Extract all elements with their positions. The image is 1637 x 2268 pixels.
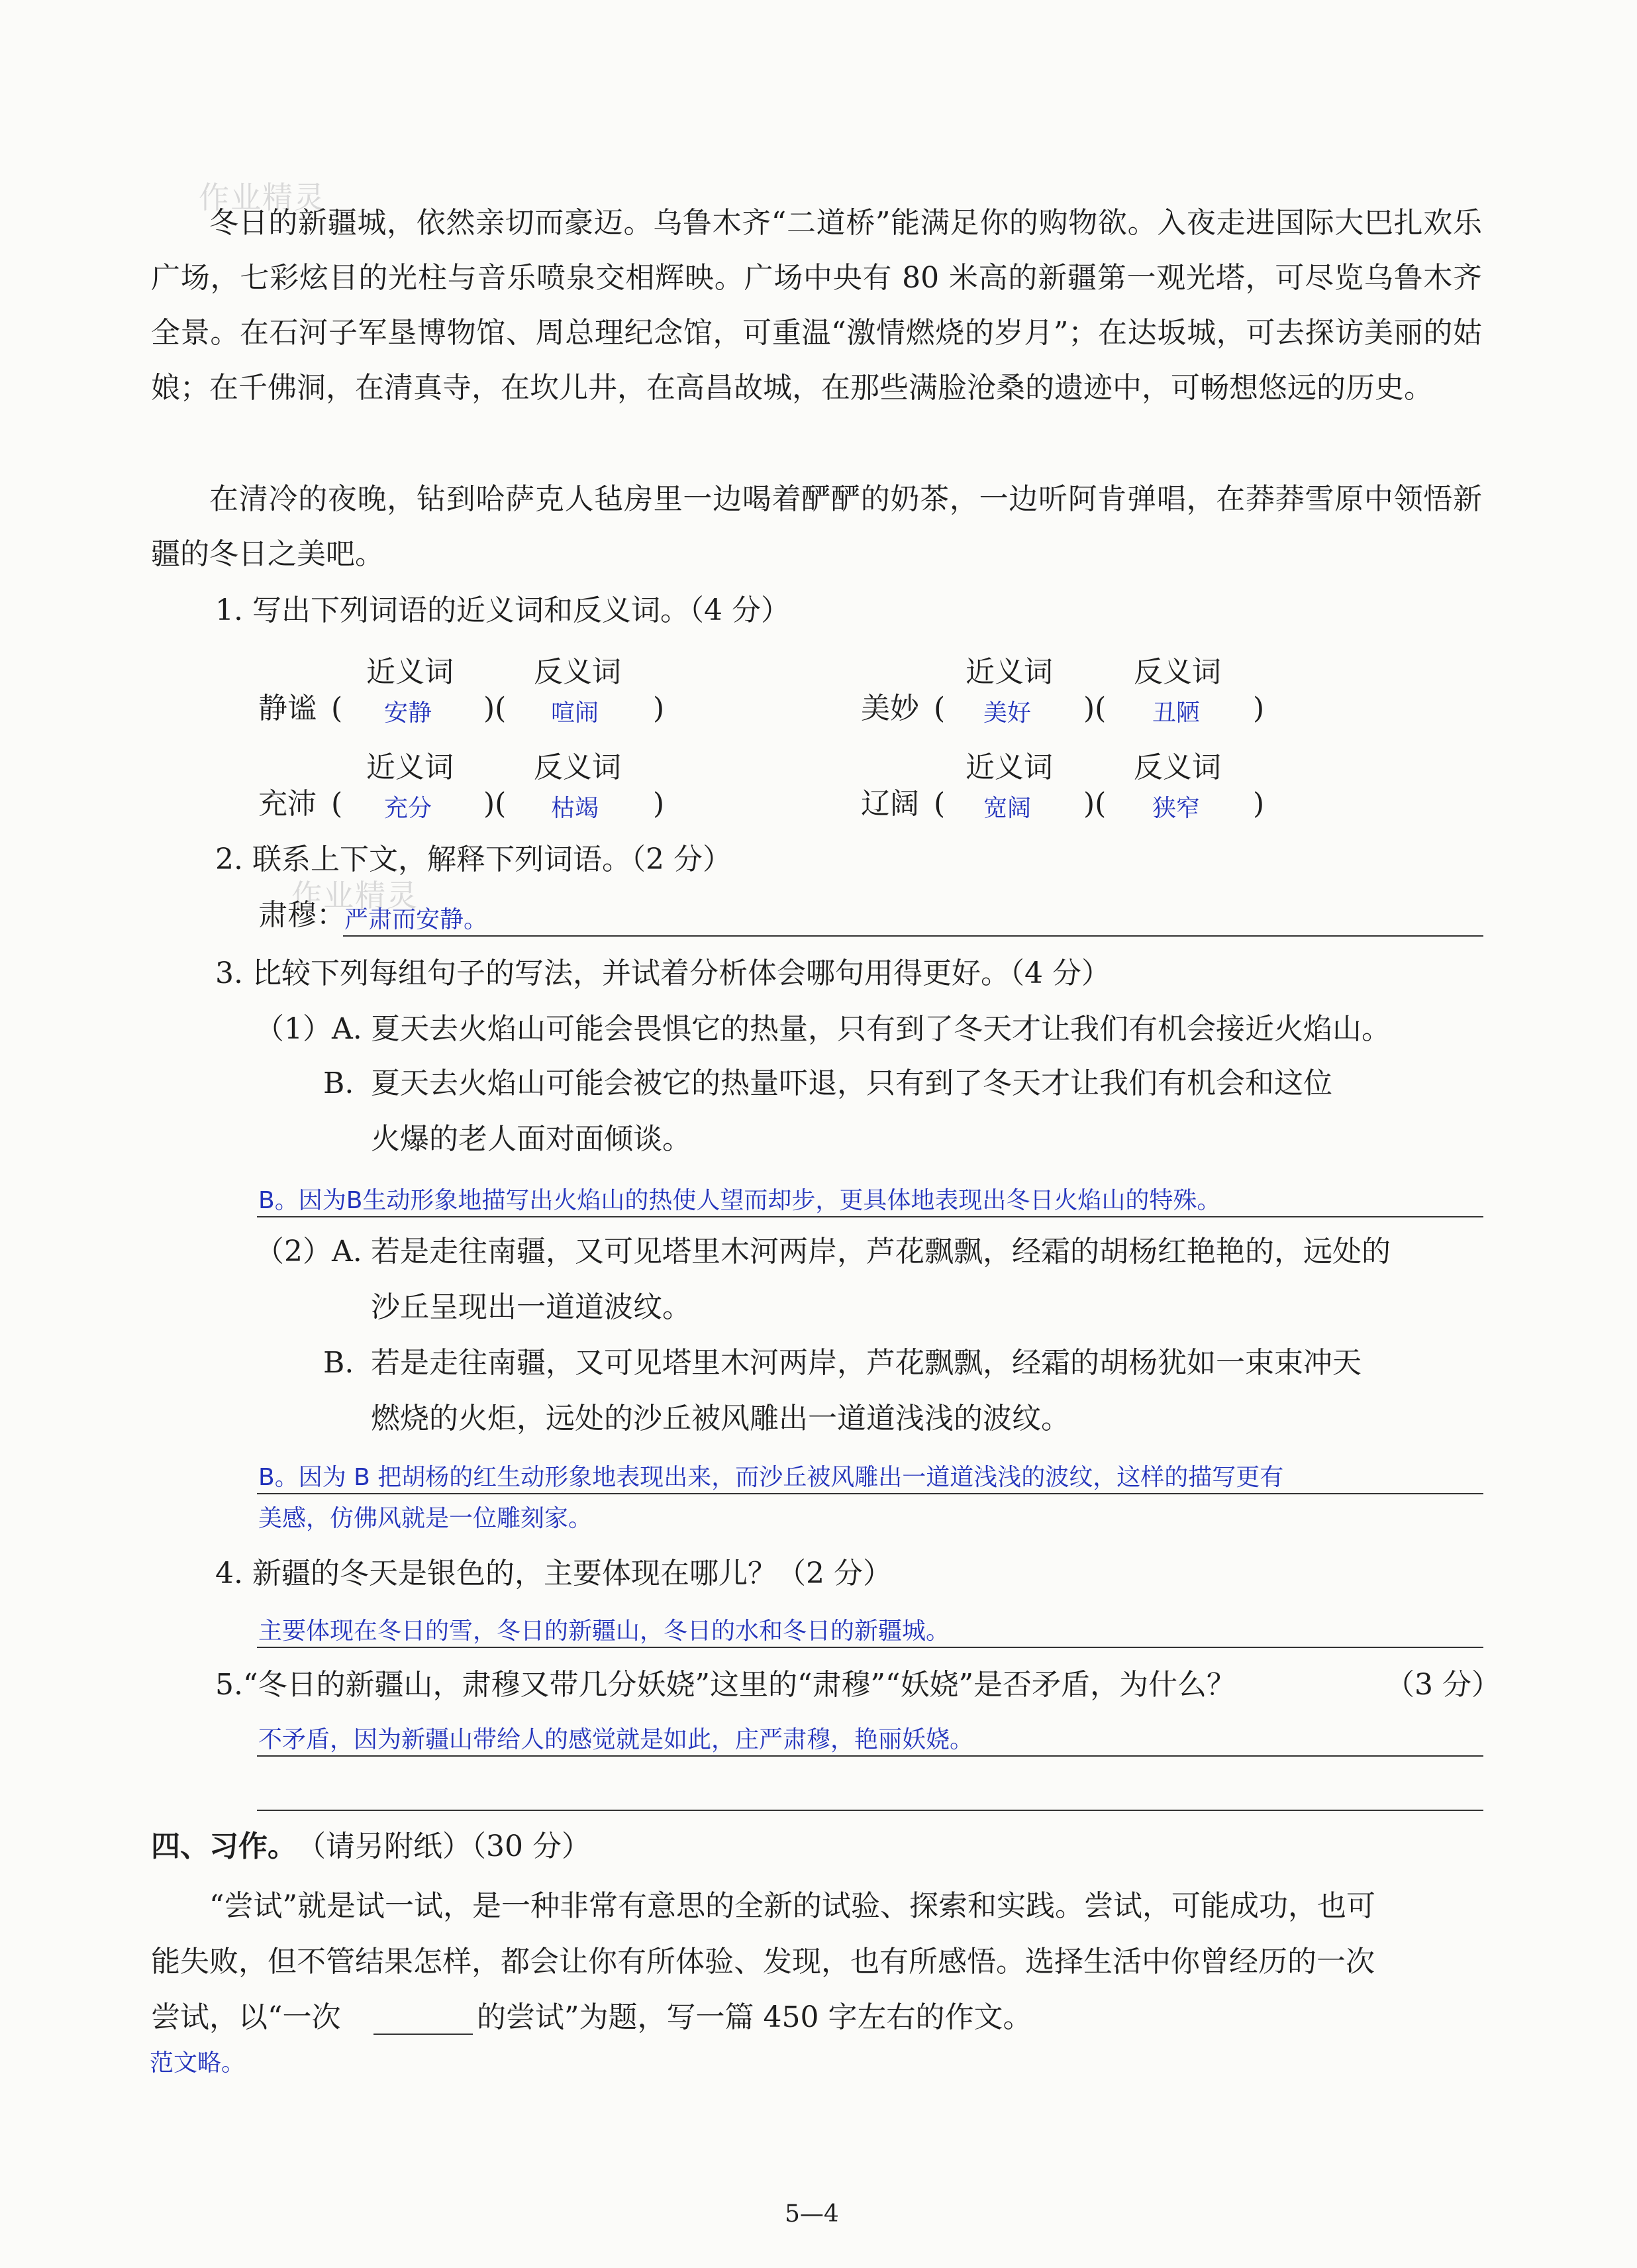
answer-antonym: 狭窄 bbox=[1152, 795, 1201, 822]
q3-g2-answer-cont: 美感，仿佛风就是一位雕刻家。 bbox=[258, 1505, 593, 1532]
q3-g1-a-text: 夏天去火焰山可能会畏惧它的热量，只有到了冬天才让我们有机会接近火焰山。 bbox=[371, 1012, 1391, 1046]
open-paren: ( bbox=[934, 787, 946, 821]
synonym-header: 近义词 bbox=[966, 655, 1053, 689]
synonym-header: 近义词 bbox=[366, 655, 454, 689]
answer-synonym: 美好 bbox=[983, 699, 1032, 727]
word-chongpei: 充沛 bbox=[258, 787, 317, 821]
close-paren: ) bbox=[653, 787, 665, 821]
antonym-header: 反义词 bbox=[534, 655, 621, 689]
q3-g1-b-text: 夏天去火焰山可能会被它的热量吓退，只有到了冬天才让我们有机会和这位 bbox=[371, 1066, 1332, 1100]
q3-g2-a-text: 若是走往南疆，又可见塔里木河两岸，芦花飘飘，经霜的胡杨红艳艳的，远处的 bbox=[371, 1235, 1391, 1268]
q2-answer: 严肃而安静。 bbox=[344, 906, 488, 933]
close-paren: ) bbox=[1253, 787, 1265, 821]
section4-line3-b: 的尝试”为题，写一篇 450 字左右的作文。 bbox=[477, 2000, 1032, 2034]
q5-points: （3 分） bbox=[1385, 1668, 1501, 1702]
answer-line bbox=[257, 1493, 1483, 1494]
mid-paren: )( bbox=[483, 692, 507, 725]
close-paren: ) bbox=[653, 692, 665, 725]
word-liaokuo: 辽阔 bbox=[861, 787, 919, 821]
open-paren: ( bbox=[331, 787, 343, 821]
q3-g1-a-label: （1）A. bbox=[255, 1012, 362, 1046]
section4-answer: 范文略。 bbox=[150, 2049, 246, 2077]
q1-prompt: 1. 写出下列词语的近义词和反义词。（4 分） bbox=[215, 593, 790, 627]
answer-antonym: 枯竭 bbox=[551, 795, 599, 822]
answer-synonym: 安静 bbox=[384, 699, 432, 727]
q3-prompt: 3. 比较下列每组句子的写法，并试着分析体会哪句用得更好。（4 分） bbox=[215, 956, 1111, 990]
watermark: 作业精灵 bbox=[199, 180, 326, 215]
word-jingmi: 静谧 bbox=[258, 692, 317, 725]
answer-line bbox=[257, 1647, 1483, 1648]
passage-paragraph-1: 冬日的新疆城，依然亲切而豪迈。乌鲁木齐“二道桥”能满足你的购物欲。入夜走进国际大巴扎欢乐广场，七彩炫目的光柱与音乐喷泉交相辉映。广场中央有 80 米高的新疆第一观光塔，可尽览乌鲁木齐全景。在石河子军垦博物馆、周总理纪念馆，可重温“激情燃烧的岁月”；在达坂城，可去探访美丽的姑娘；在千佛洞，在清真寺，在坎儿井，在高昌故城，在那些满脸沧桑的遗迹中，可畅想悠远的历史。 bbox=[151, 206, 1482, 405]
fill-blank bbox=[373, 2034, 473, 2035]
passage-paragraph-2: 在清冷的夜晚，钻到哈萨克人毡房里一边喝着酽酽的奶茶，一边听阿肯弹唱，在莽莽雪原中领悟新疆的冬日之美吧。 bbox=[151, 482, 1482, 571]
q3-g2-a-label: （2）A. bbox=[255, 1235, 362, 1268]
mid-paren: )( bbox=[483, 787, 507, 821]
mid-paren: )( bbox=[1083, 692, 1107, 725]
q2-prompt: 2. 联系上下文，解释下列词语。（2 分） bbox=[215, 843, 732, 876]
q3-g2-answer: B。因为 B 把胡杨的红生动形象地表现出来，而沙丘被风雕出一道道浅浅的波纹，这样的描写更有 bbox=[258, 1464, 1284, 1491]
q4-answer: 主要体现在冬日的雪，冬日的新疆山，冬日的水和冬日的新疆城。 bbox=[258, 1618, 950, 1645]
antonym-header: 反义词 bbox=[534, 750, 621, 784]
q2-term: 肃穆： bbox=[258, 898, 346, 932]
antonym-header: 反义词 bbox=[1134, 655, 1221, 689]
section4-line2: 能失败，但不管结果怎样，都会让你有所体验、发现，也有所感悟。选择生活中你曾经历的一次 bbox=[151, 1945, 1375, 1979]
q3-g1-b-text-cont: 火爆的老人面对面倾谈。 bbox=[371, 1122, 691, 1156]
answer-synonym: 充分 bbox=[384, 795, 432, 822]
q5-prompt: 5.“冬日的新疆山，肃穆又带几分妖娆”这里的“肃穆”“妖娆”是否矛盾，为什么？ bbox=[215, 1668, 1236, 1702]
q3-g2-b-label: B. bbox=[323, 1346, 354, 1380]
synonym-header: 近义词 bbox=[966, 750, 1053, 784]
answer-antonym: 喧闹 bbox=[551, 699, 599, 727]
q5-answer: 不矛盾，因为新疆山带给人的感觉就是如此，庄严肃穆，艳丽妖娆。 bbox=[258, 1726, 974, 1753]
q3-g2-b-text: 若是走往南疆，又可见塔里木河两岸，芦花飘飘，经霜的胡杨犹如一束束冲天 bbox=[371, 1346, 1362, 1380]
q3-g2-a-text-cont: 沙丘呈现出一道道波纹。 bbox=[371, 1290, 691, 1324]
answer-line bbox=[257, 1755, 1483, 1757]
answer-antonym: 丑陋 bbox=[1152, 699, 1201, 727]
answer-line bbox=[343, 935, 1483, 937]
mid-paren: )( bbox=[1083, 787, 1107, 821]
synonym-header: 近义词 bbox=[366, 750, 454, 784]
answer-line-blank bbox=[257, 1810, 1483, 1811]
section4-line1: “尝试”就是试一试，是一种非常有意思的全新的试验、探索和实践。尝试，可能成功，也可 bbox=[209, 1889, 1375, 1923]
word-meimiao: 美妙 bbox=[861, 692, 919, 725]
close-paren: ) bbox=[1253, 692, 1265, 725]
watermark: 作业精灵 bbox=[291, 878, 419, 913]
q3-g2-b-text-cont: 燃烧的火炬，远处的沙丘被风雕出一道道浅浅的波纹。 bbox=[371, 1402, 1070, 1435]
page-number: 5—4 bbox=[785, 2200, 839, 2228]
open-paren: ( bbox=[934, 692, 946, 725]
section4-line3-a: 尝试，以“一次 bbox=[151, 2000, 341, 2034]
q3-g1-answer: B。因为B生动形象地描写出火焰山的热使人望而却步，更具体地表现出冬日火焰山的特殊。 bbox=[258, 1187, 1221, 1214]
q4-prompt: 4. 新疆的冬天是银色的，主要体现在哪儿？（2 分） bbox=[215, 1557, 892, 1590]
open-paren: ( bbox=[331, 692, 343, 725]
answer-synonym: 宽阔 bbox=[983, 795, 1032, 822]
antonym-header: 反义词 bbox=[1134, 750, 1221, 784]
section4-heading: 四、习作。 bbox=[151, 1830, 297, 1863]
section4-heading-note: （请另附纸）（30 分） bbox=[297, 1830, 591, 1863]
q3-g1-b-label: B. bbox=[323, 1066, 354, 1100]
answer-line bbox=[257, 1216, 1483, 1217]
